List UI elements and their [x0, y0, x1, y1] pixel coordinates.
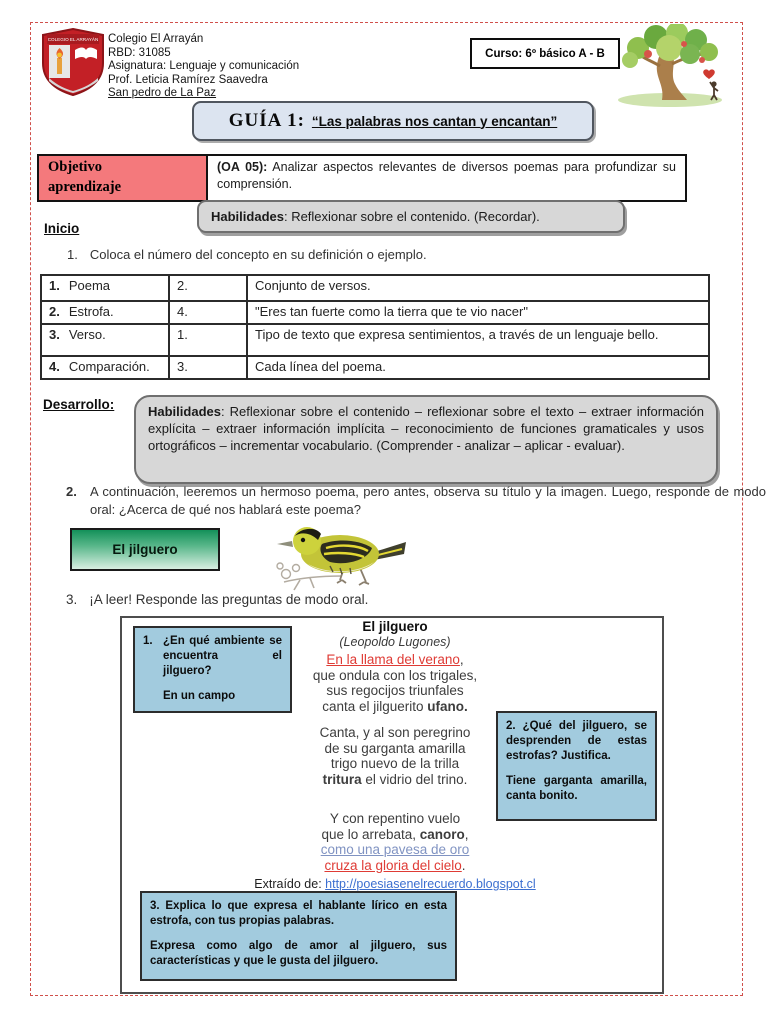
guide-title-box	[192, 101, 594, 141]
concept-cell	[41, 275, 169, 301]
activity-1-instruction	[67, 247, 427, 262]
section-desarrollo: Desarrollo:	[43, 397, 115, 412]
poem-line: Y con repentino vuelo	[329, 811, 461, 826]
poem-line-red: En la llama del verano	[326, 652, 460, 667]
poem-line-plain: ,	[459, 652, 464, 667]
table-row	[41, 275, 709, 301]
question-1-number: 1.	[143, 635, 153, 647]
poem-line-plain: que lo arrebata,	[321, 826, 420, 842]
question-1-text: ¿En qué ambiente se encuentra el jilguero?	[163, 635, 282, 677]
subject-line: Asignatura: Lenguaje y comunicación	[108, 60, 300, 72]
question-3-text-wrap	[150, 899, 447, 929]
poem-line-plain: ,	[464, 826, 469, 842]
poem-line: que ondula con los trigales,	[312, 667, 478, 683]
objective-label-line2: aprendizaje	[48, 179, 122, 195]
objective-label-line1: Objetivo	[48, 159, 102, 175]
poem-title-label: El jilguero	[112, 542, 178, 557]
activity-2-instruction	[66, 483, 766, 518]
poem-line-bold: tritura	[322, 771, 362, 787]
skills-desarrollo-text: : Reflexionar sobre el contenido – reflexionar sobre el texto – extraer información explícita – extraer información implícita – reconocimiento de funciones gramaticales y usos ortográficos – incrementar vocabulario. (Comprender - analizar – aplicar - evaluar).	[148, 404, 704, 453]
question-3-number: 3.	[150, 900, 166, 912]
concept-term: Verso.	[68, 327, 106, 342]
poem-source-label: Extraído de:	[254, 877, 326, 891]
objective-description: Analizar aspectos relevantes de diversos poemas para profundizar su comprensión.	[217, 160, 676, 191]
jilguero-bird-image	[270, 516, 412, 604]
question-1-answer: En un campo	[163, 690, 236, 702]
school-name: Colegio El Arrayán	[108, 33, 204, 45]
answer-cell: 1.	[169, 324, 247, 356]
poem-line	[245, 858, 545, 874]
poem-line: trigo nuevo de la trilla	[330, 756, 460, 771]
poem-line-plain: .	[461, 857, 466, 873]
poem-line	[245, 652, 545, 668]
poem-stanza-2	[245, 725, 545, 787]
concept-term: Estrofa.	[68, 304, 114, 319]
skills-box-desarrollo	[134, 395, 718, 484]
objective-code: (OA 05):	[217, 160, 268, 174]
concept-cell	[41, 356, 169, 379]
poem-line-link-style: como una pavesa de oro	[320, 842, 470, 857]
activity-2-number: 2.	[66, 484, 77, 499]
question-3-answer: Expresa como algo de amor al jilguero, sus características y que le gusta del jilguero.	[150, 940, 447, 967]
objective-table	[37, 154, 687, 202]
activity-1-number: 1.	[67, 247, 78, 262]
poem-author: (Leopoldo Lugones)	[339, 635, 451, 649]
activity-2-text: A continuación, leeremos un hermoso poema, pero antes, observa su título y la imagen. Luego, responde de modo oral: ¿Acerca de qué nos hablará este poema?	[90, 484, 766, 517]
poem-title-green-box	[70, 528, 220, 571]
poem-text	[245, 619, 545, 893]
definition-cell: Cada línea del poema.	[247, 356, 709, 379]
concept-term: Poema	[68, 278, 111, 293]
school-rbd: RBD: 31085	[108, 46, 171, 59]
section-inicio: Inicio	[44, 221, 80, 236]
table-row	[41, 301, 709, 324]
concept-number: 4.	[49, 359, 60, 374]
activity-1-text: Coloca el número del concepto en su definición o ejemplo.	[89, 247, 427, 262]
poem-title: El jilguero	[362, 619, 428, 634]
concept-matching-table	[40, 274, 710, 380]
table-row	[41, 324, 709, 356]
city-line: San pedro de La Paz	[108, 87, 217, 99]
concept-term: Comparación.	[68, 359, 150, 374]
question-box-3	[140, 891, 457, 981]
activity-3-number: 3.	[66, 592, 78, 607]
answer-cell: 2.	[169, 275, 247, 301]
concept-number: 2.	[49, 304, 60, 319]
objective-label-cell	[39, 156, 208, 200]
teacher-line: Prof. Leticia Ramírez Saavedra	[108, 73, 268, 86]
poem-source	[245, 877, 545, 893]
course-box	[470, 38, 620, 69]
poem-source-link[interactable]: http://poesiasenelrecuerdo.blogspot.cl	[325, 877, 536, 891]
table-row	[41, 356, 709, 379]
concept-cell	[41, 301, 169, 324]
poem-line-bold: canoro	[419, 826, 465, 842]
guide-title: “Las palabras nos cantan y encantan”	[311, 113, 558, 129]
poem-line	[245, 827, 545, 843]
objective-text-cell	[208, 156, 685, 200]
course-label: Curso: 6º básico A - B	[485, 47, 605, 60]
poem-line: Canta, y al son peregrino	[319, 725, 471, 740]
tree-with-heart-icon	[612, 24, 730, 108]
activity-3-text: ¡A leer! Responde las preguntas de modo oral.	[89, 592, 369, 607]
definition-cell: Tipo de texto que expresa sentimientos, a través de un lenguaje bello.	[247, 324, 709, 356]
poem-stanza-3	[245, 811, 545, 873]
concept-cell	[41, 324, 169, 356]
skills-desarrollo-label: Habilidades	[148, 404, 221, 419]
poem-stanza-1	[245, 652, 545, 714]
poem-line-plain: el vidrio del trino.	[361, 771, 468, 787]
question-2-answer: Tiene garganta amarilla, canta bonito.	[506, 775, 647, 802]
answer-cell: 3.	[169, 356, 247, 379]
skills-inicio-label: Habilidades	[211, 209, 284, 224]
poem-line-plain: canta el jilguerito	[322, 698, 428, 714]
question-3-text: Explica lo que expresa el hablante lírico en esta estrofa, con tus propias palabras.	[150, 900, 447, 927]
svg-text:COLEGIO EL ARRAYÁN: COLEGIO EL ARRAYÁN	[47, 37, 99, 42]
poem-line	[245, 772, 545, 788]
poem-line-red: cruza la gloria del cielo	[324, 857, 462, 873]
school-crest-icon	[40, 28, 106, 96]
answer-cell: 4.	[169, 301, 247, 324]
poem-line: sus regocijos triunfales	[326, 683, 464, 698]
question-2-text: ¿Qué del jilguero, se desprenden de estas estrofas? Justifica.	[506, 720, 647, 762]
concept-number: 1.	[49, 278, 60, 293]
poem-line: de su garganta amarilla	[324, 740, 466, 756]
definition-cell: Conjunto de versos.	[247, 275, 709, 301]
skills-inicio-text: : Reflexionar sobre el contenido. (Recordar).	[283, 209, 540, 224]
activity-3-instruction	[66, 592, 368, 607]
concept-number: 3.	[49, 327, 60, 342]
header-school-info	[108, 33, 299, 101]
definition-cell: "Eres tan fuerte como la tierra que te vio nacer"	[247, 301, 709, 324]
guide-number: GUÍA 1:	[228, 110, 305, 131]
poem-line-bold: ufano.	[427, 698, 468, 714]
question-2-number: 2.	[506, 720, 523, 732]
poem-line	[245, 699, 545, 715]
skills-box-inicio	[197, 200, 625, 233]
